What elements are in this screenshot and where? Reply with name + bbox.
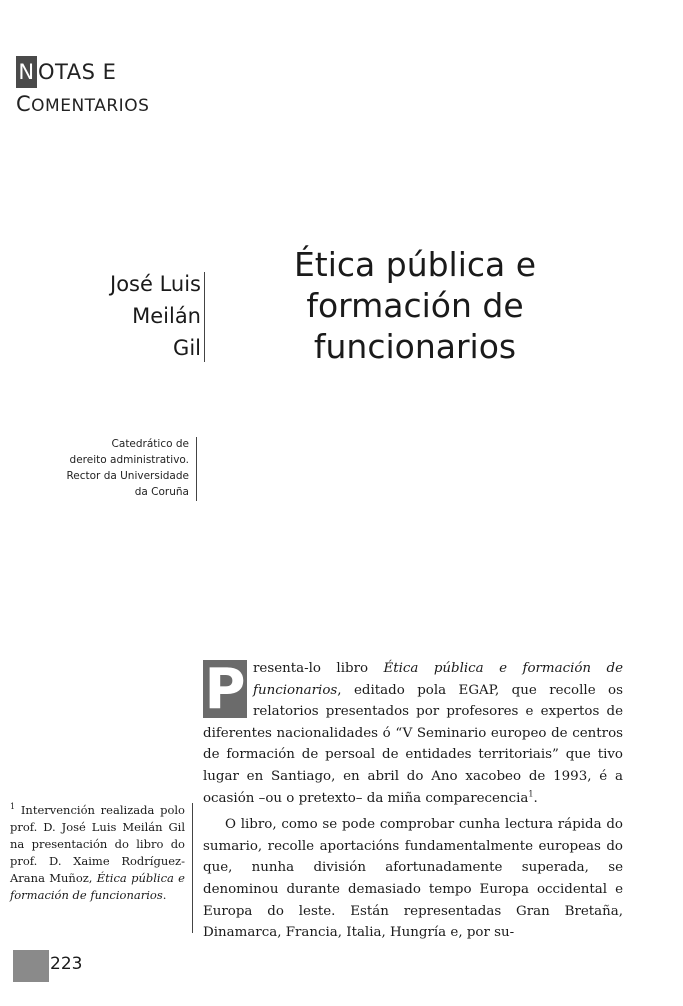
author-name bbox=[41, 268, 201, 364]
footnote-reference: 1 bbox=[528, 789, 534, 799]
section-line1-text: OTAS E bbox=[38, 60, 117, 84]
affiliation-divider bbox=[196, 437, 197, 501]
footnote-divider bbox=[192, 803, 193, 933]
article-body bbox=[203, 658, 623, 944]
author-line: José Luis bbox=[110, 272, 201, 296]
affiliation-line: dereito administrativo. bbox=[69, 454, 189, 466]
title-line: Ética pública e bbox=[293, 245, 537, 284]
section-line2-text: OMENTARIOS bbox=[31, 96, 150, 116]
footnote bbox=[10, 802, 185, 904]
p1-start: resenta-lo libro bbox=[253, 661, 384, 676]
page-number: 223 bbox=[50, 954, 83, 974]
paragraph-1 bbox=[203, 658, 623, 809]
affiliation-line: Rector da Universidade bbox=[66, 470, 189, 482]
paragraph-2: O libro, como se pode comprobar cunha lectura rápida do sumario, recolle aportacións fundamentalmente europeas do que, nunha división afortunadamente superada, se denominou durante demasiado tempo Europa occidental e Europa do leste. Están representadas Gran Bretaña, Dinamarca, Francia, Italia, Hungría e, por su- bbox=[203, 817, 623, 941]
affiliation-line: da Coruña bbox=[134, 486, 189, 498]
title-line: formación de bbox=[306, 286, 524, 325]
drop-cap: P bbox=[204, 657, 246, 722]
footnote-end: . bbox=[162, 888, 167, 902]
footnote-mark: 1 bbox=[10, 802, 16, 812]
footnote-italic: Ética pública e formación de funcionarios bbox=[10, 871, 185, 902]
author-line: Gil bbox=[173, 336, 201, 360]
page-number-box bbox=[13, 950, 49, 982]
section-label bbox=[16, 56, 149, 122]
author-divider bbox=[204, 272, 205, 362]
p1-rest: , editado pola EGAP, que recolle os relatorios presentados por profesores e expertos de diferentes nacionalidades ó “V Seminario europeo de centros de formación de persoal de entidades territoriais” que tivo lugar en Santiago, en abril do Ano xacobeo de 1993, é a ocasión –ou o pretexto– da miña comparecencia bbox=[203, 682, 623, 806]
article-title bbox=[250, 244, 580, 367]
affiliation-line: Catedrático de bbox=[111, 438, 189, 450]
footnote-text: Intervención realizada polo prof. D. José Luis Meilán Gil na presentación do libro do prof. D. Xaime Rodríguez-Arana Muñoz, bbox=[10, 803, 185, 885]
section-label-line1 bbox=[16, 56, 149, 88]
section-label-line2 bbox=[16, 88, 149, 122]
section-boxed-letter: N bbox=[16, 56, 37, 88]
title-line: funcionarios bbox=[313, 327, 517, 366]
book-title-italic: Ética pública e formación de funcionarios bbox=[253, 661, 623, 698]
author-line: Meilán bbox=[132, 304, 201, 328]
section-line2-cap: C bbox=[16, 92, 32, 116]
author-affiliation bbox=[19, 436, 189, 500]
p1-end: . bbox=[533, 790, 538, 806]
